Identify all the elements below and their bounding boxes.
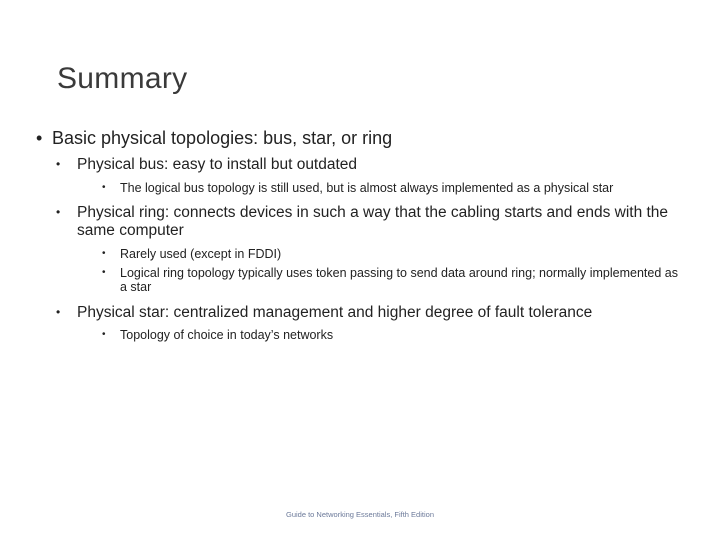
bullet-text: Rarely used (except in FDDI) [120,246,282,261]
bullet-text: The logical bus topology is still used, but is almost always implemented as a physical star [120,180,614,195]
bullet-icon: • [36,128,43,148]
sub-sub-bullet-item [102,266,686,295]
sub-sub-bullet-item [102,247,686,261]
bullet-icon: • [56,204,61,219]
sub-sub-bullet-item [102,328,686,342]
bullet-icon: • [102,329,106,341]
bullet-text: Basic physical topologies: bus, star, or ring [52,128,393,148]
bullet-icon: • [56,304,61,319]
bullet-icon: • [56,156,61,171]
sub-sub-bullet-item [102,181,686,195]
bullet-item [36,128,686,149]
bullet-list [36,128,686,352]
bullet-icon: • [102,181,106,193]
bullet-text: Physical ring: connects devices in such a way that the cabling starts and ends with the same computer [77,203,669,239]
sub-bullet-item [56,304,686,322]
bullet-text: Physical star: centralized management and higher degree of fault tolerance [77,303,593,321]
bullet-text: Logical ring topology typically uses token passing to send data around ring; normally implemented as a star [120,265,678,295]
sub-bullet-item [56,204,686,240]
sub-bullet-item [56,156,686,174]
bullet-icon: • [102,247,106,259]
slide-title: Summary [57,62,188,95]
slide-footer: Guide to Networking Essentials, Fifth Edition [286,510,434,519]
bullet-text: Physical bus: easy to install but outdated [77,155,358,173]
bullet-text: Topology of choice in today’s networks [120,328,334,343]
bullet-icon: • [102,266,106,278]
